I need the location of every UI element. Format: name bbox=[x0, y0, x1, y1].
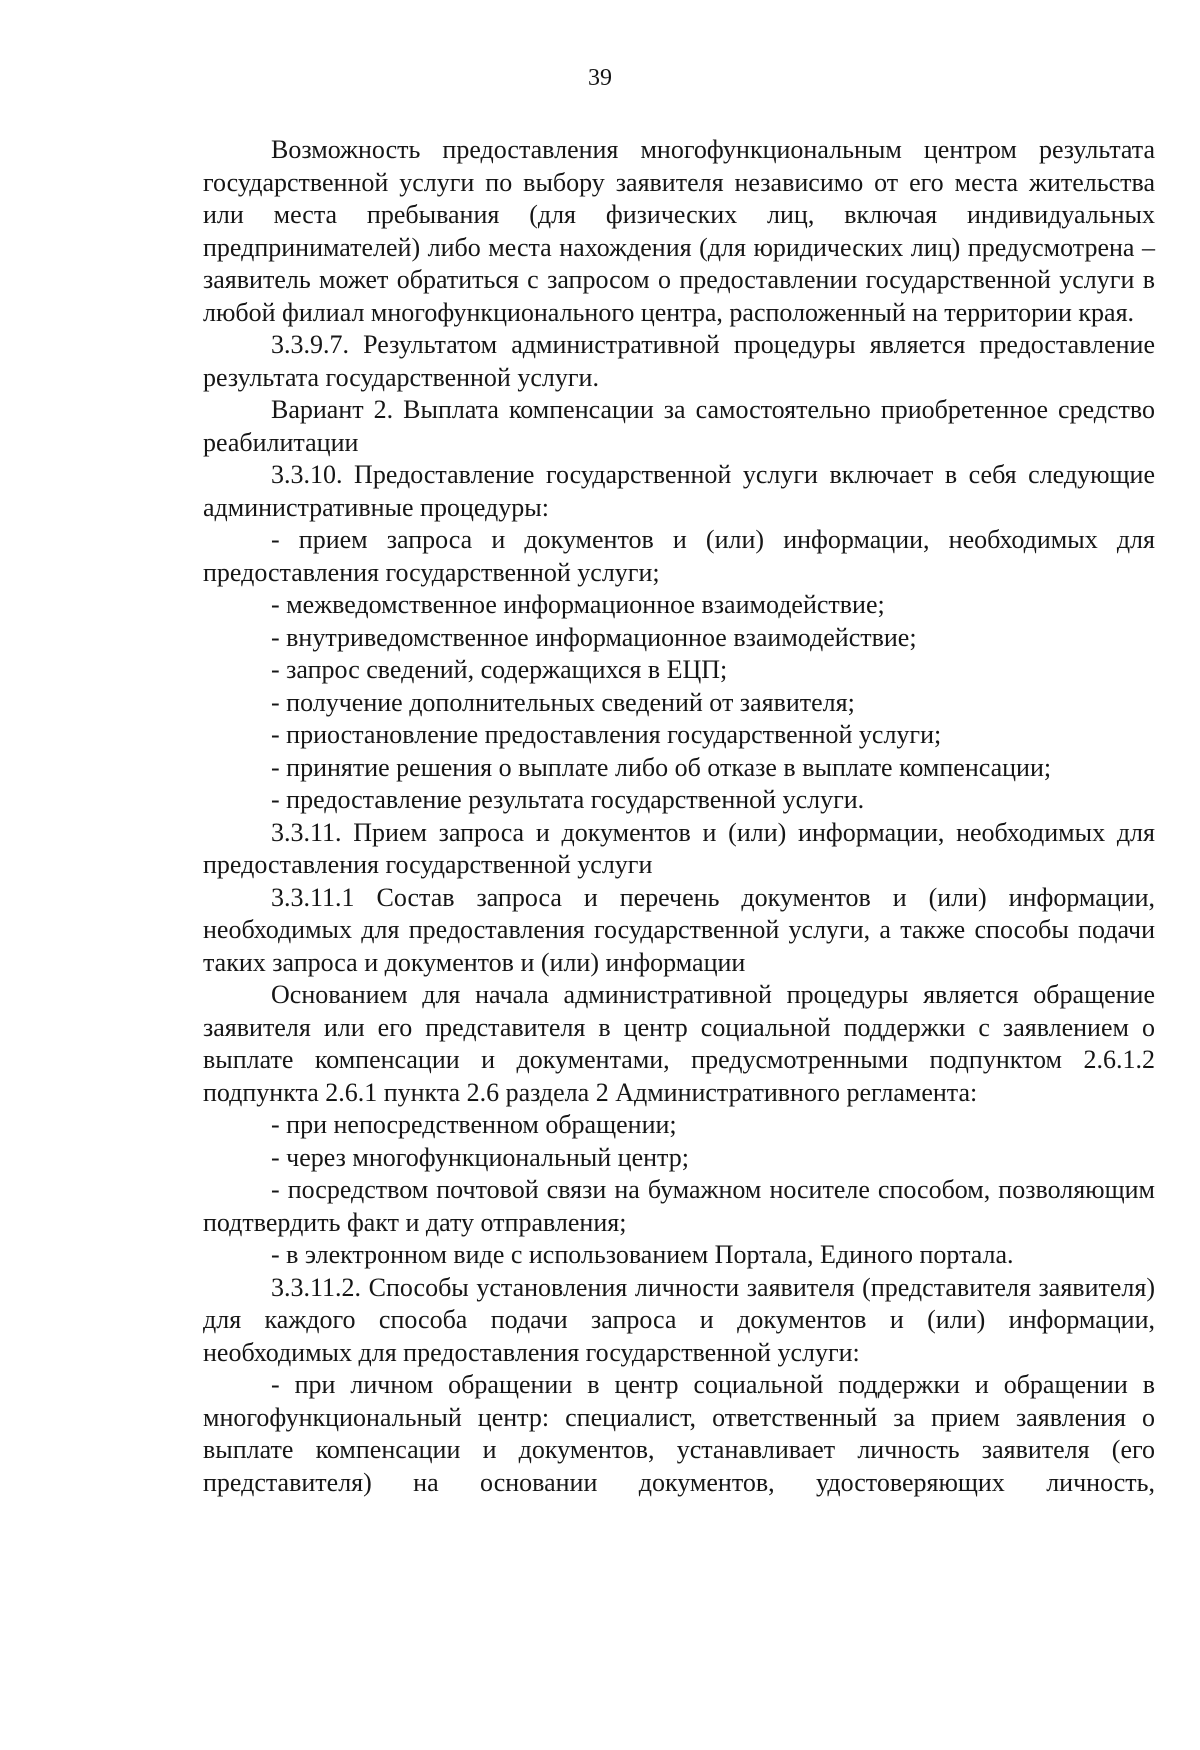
list-item-procedure-3: - внутриведомственное информационное взаимодействие; bbox=[271, 622, 917, 652]
paragraph-3-3-11-2: 3.3.11.2. Способы установления личности заявителя (представителя заявителя) для каждого способа подачи запроса и документов и (или) информации, необходимых для предоставления государственной услуги: bbox=[203, 1272, 1155, 1367]
list-item-procedure-1: - прием запроса и документов и (или) информации, необходимых для предоставления государственной услуги; bbox=[203, 525, 1155, 587]
list-item-procedure-7: - принятие решения о выплате либо об отказе в выплате компенсации; bbox=[271, 752, 1052, 782]
heading-variant-2: Вариант 2. Выплата компенсации за самостоятельно приобретенное средство реабилитации bbox=[203, 395, 1155, 457]
list-item-procedure-6: - приостановление предоставления государственной услуги; bbox=[271, 720, 942, 749]
paragraph-3-3-10: 3.3.10. Предоставление государственной услуги включает в себя следующие административные процедуры: bbox=[203, 460, 1155, 522]
list-item-procedure-5: - получение дополнительных сведений от заявителя; bbox=[271, 687, 855, 717]
list-item-procedure-2: - межведомственное информационное взаимодействие; bbox=[271, 590, 885, 619]
paragraph-3-3-9-7: 3.3.9.7. Результатом административной процедуры является предоставление результата государственной услуги. bbox=[203, 330, 1155, 392]
list-item-identity-personal: - при личном обращении в центр социальной поддержки и обращении в многофункциональный центр: специалист, ответственный за прием заявления о выплате компенсации и документов, устанавливает личность заявителя (его представителя) на основании документов, удостоверяющих личность, bbox=[203, 1370, 1155, 1497]
paragraph-basis: Основанием для начала административной процедуры является обращение заявителя или его представителя в центр социальной поддержки с заявлением о выплате компенсации и документами, предусмотренными подпунктом 2.6.1.2 подпункта 2.6.1 пункта 2.6 раздела 2 Административного регламента: bbox=[203, 980, 1155, 1107]
list-item-procedure-8: - предоставление результата государственной услуги. bbox=[271, 785, 865, 814]
list-item-method-2: - через многофункциональный центр; bbox=[271, 1142, 689, 1172]
heading-3-3-11: 3.3.11. Прием запроса и документов и (или) информации, необходимых для предоставления государственной услуги bbox=[203, 817, 1155, 879]
list-item-method-1: - при непосредственном обращении; bbox=[271, 1110, 677, 1139]
heading-3-3-11-1: 3.3.11.1 Состав запроса и перечень документов и (или) информации, необходимых для предоставления государственной услуги, а также способы подачи таких запроса и документов и (или) информации bbox=[203, 882, 1155, 977]
list-item-method-4: - в электронном виде с использованием Портала, Единого портала. bbox=[271, 1240, 1014, 1269]
paragraph-mfc-result: Возможность предоставления многофункциональным центром результата государственной услуги по выбору заявителя независимо от его места жительства или места пребывания (для физических лиц, включая индивидуальных предпринимателей) либо места нахождения (для юридических лиц) предусмотрена – заявитель может обратиться с запросом о предоставлении государственной услуги в любой филиал многофункционального центра, расположенный на территории края. bbox=[203, 135, 1155, 327]
document-body bbox=[203, 134, 1155, 1499]
page-number: 39 bbox=[588, 65, 612, 91]
list-item-procedure-4: - запрос сведений, содержащихся в ЕЦП; bbox=[271, 655, 728, 684]
list-item-method-3: - посредством почтовой связи на бумажном носителе способом, позволяющим подтвердить факт и дату отправления; bbox=[203, 1175, 1155, 1237]
